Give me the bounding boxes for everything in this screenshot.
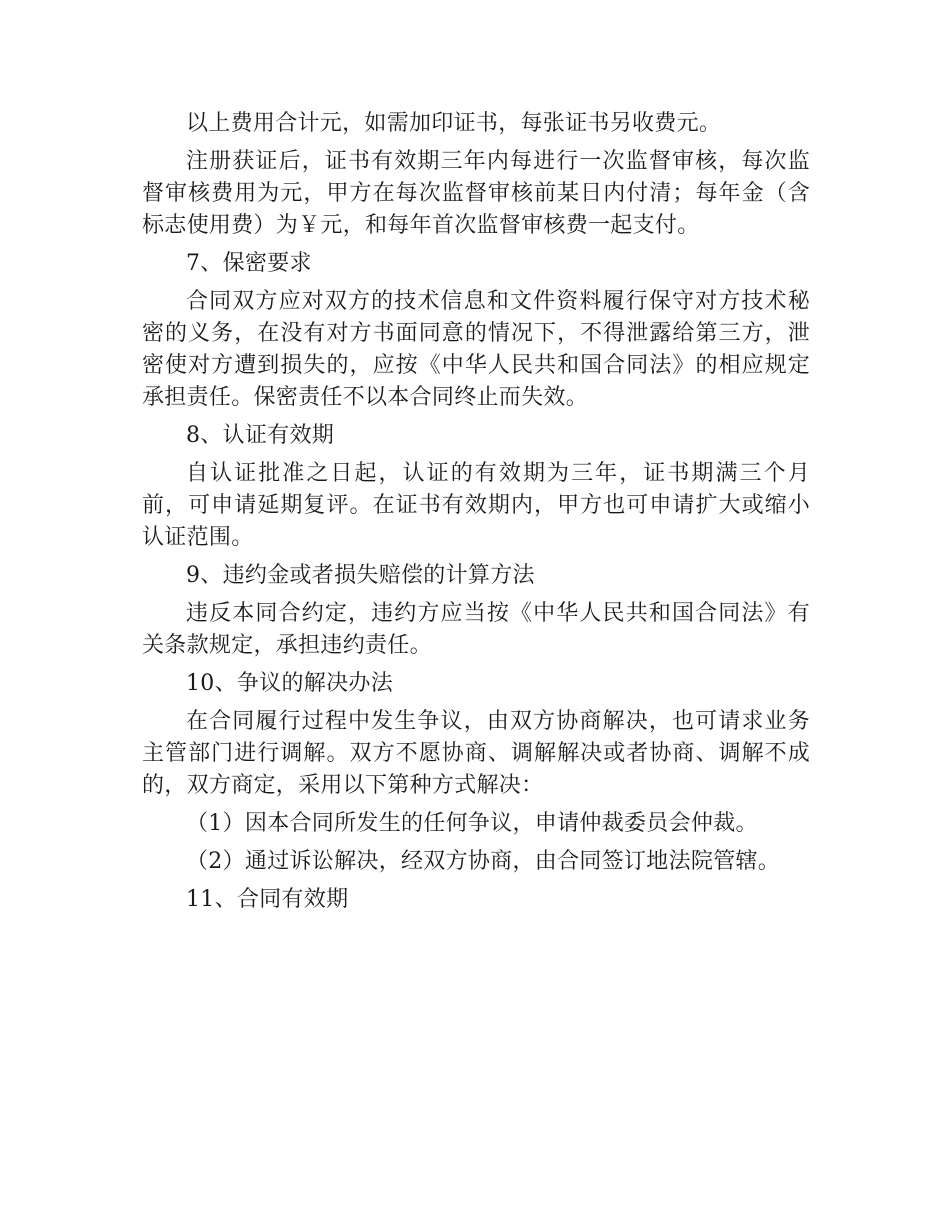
section-9-heading: 9、违约金或者损失赔偿的计算方法 bbox=[186, 563, 535, 588]
dispute-paragraph: 在合同履行过程中发生争议，由双方协商解决，也可请求业务主管部门进行调解。双方不愿协商、调解解决或者协商、调解不成的，双方商定，采用以下第种方式解决： bbox=[142, 709, 810, 798]
fee-total-paragraph: 以上费用合计元，如需加印证书，每张证书另收费元。 bbox=[186, 111, 722, 136]
document-body bbox=[142, 108, 810, 922]
dispute-option-1: （1）因本合同所发生的任何争议，申请仲裁委员会仲裁。 bbox=[186, 811, 758, 836]
section-7-heading: 7、保密要求 bbox=[186, 251, 312, 276]
section-11-heading: 11、合同有效期 bbox=[186, 887, 349, 912]
supervision-fee-paragraph: 注册获证后，证书有效期三年内每进行一次监督审核，每次监督审核费用为元，甲方在每次监督审核前某日内付清；每年金（含标志使用费）为￥元，和每年首次监督审核费一起支付。 bbox=[142, 149, 810, 238]
confidentiality-paragraph: 合同双方应对双方的技术信息和文件资料履行保守对方技术秘密的义务，在没有对方书面同意的情况下，不得泄露给第三方，泄密使对方遭到损失的，应按《中华人民共和国合同法》的相应规定承担责任。保密责任不以本合同终止而失效。 bbox=[142, 289, 810, 410]
breach-paragraph: 违反本同合约定，违约方应当按《中华人民共和国合同法》有关条款规定，承担违约责任。 bbox=[142, 601, 810, 658]
validity-paragraph: 自认证批准之日起，认证的有效期为三年，证书期满三个月前，可申请延期复评。在证书有效期内，甲方也可申请扩大或缩小认证范围。 bbox=[142, 461, 810, 550]
section-8-heading: 8、认证有效期 bbox=[186, 423, 335, 448]
dispute-option-2: （2）通过诉讼解决，经双方协商，由合同签订地法院管辖。 bbox=[186, 849, 781, 874]
section-10-heading: 10、争议的解决办法 bbox=[186, 671, 393, 696]
